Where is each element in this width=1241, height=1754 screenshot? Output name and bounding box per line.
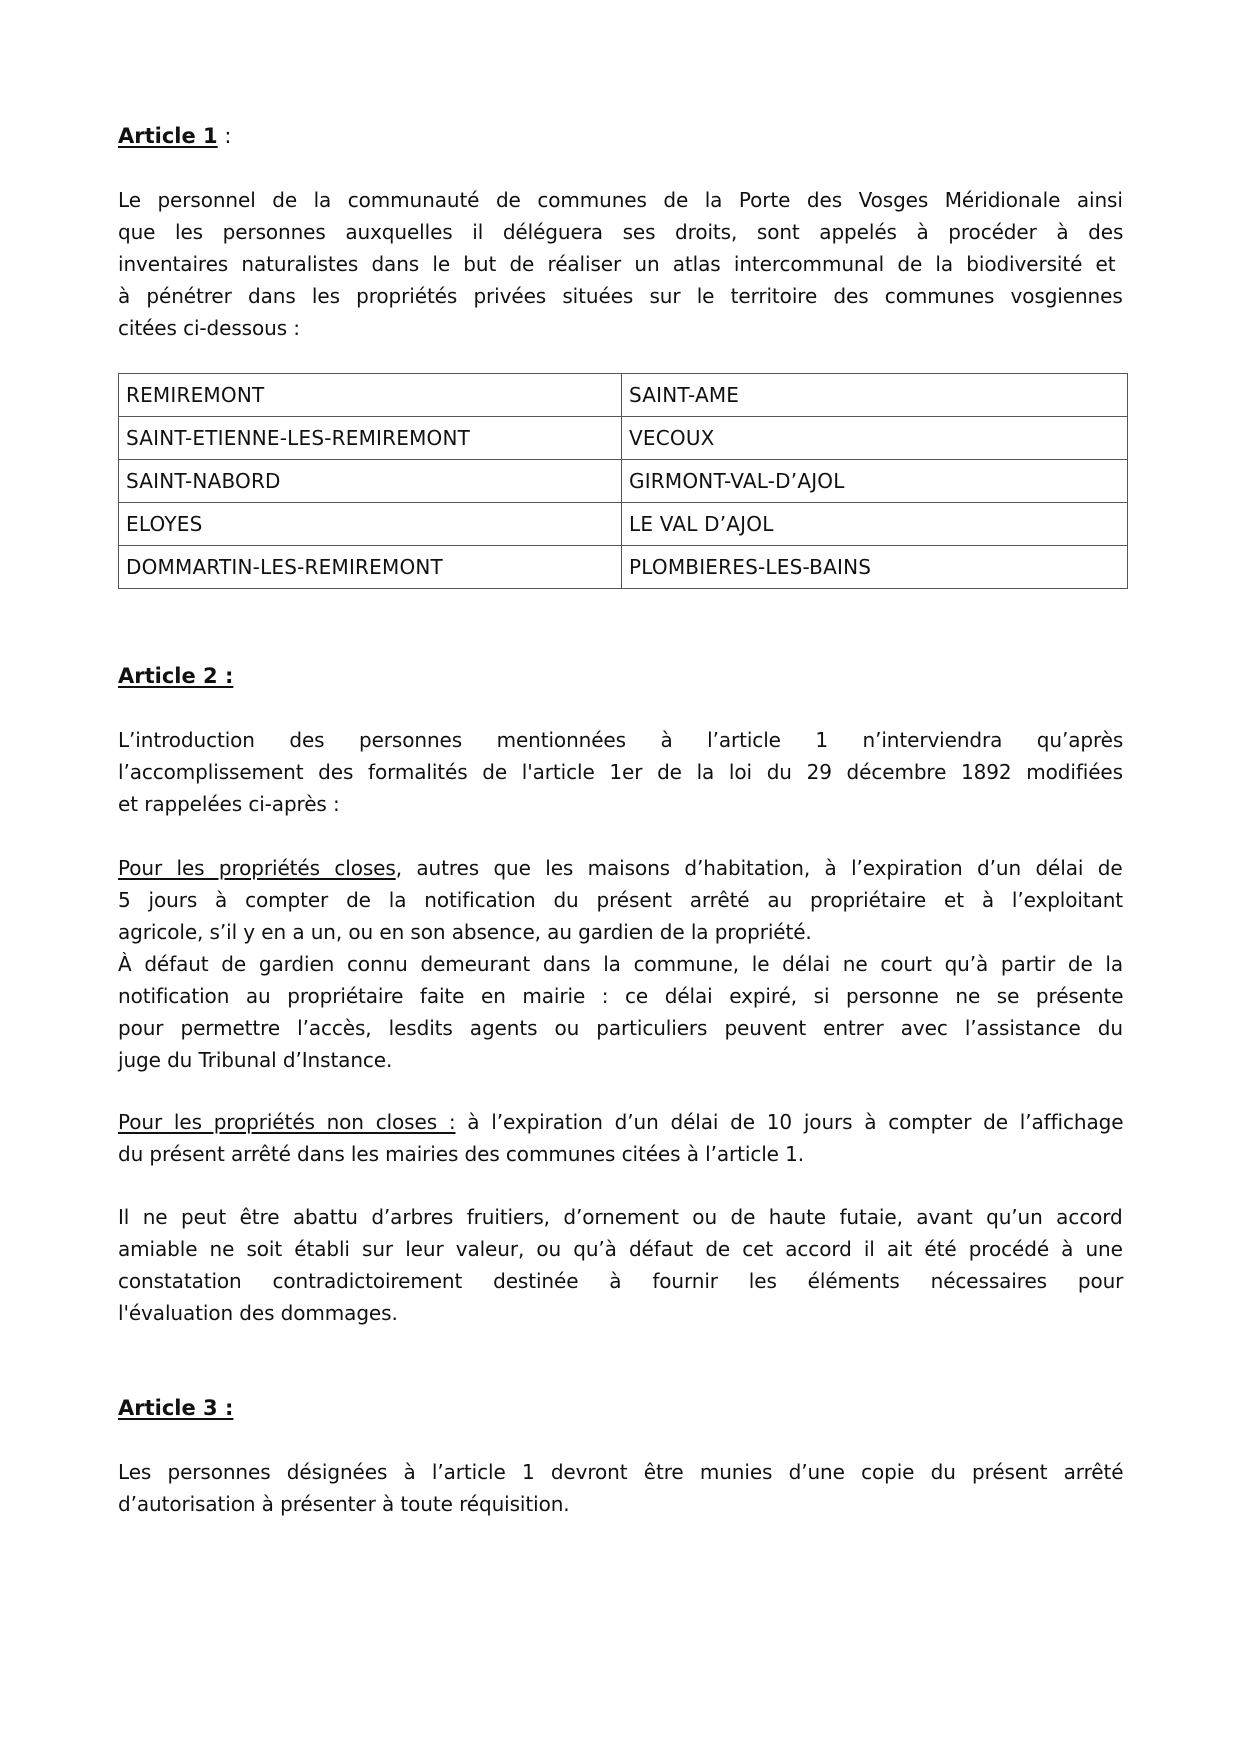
commune-cell: DOMMARTIN-LES-REMIREMONT	[119, 546, 622, 589]
commune-cell: GIRMONT-VAL-D’AJOL	[622, 460, 1128, 503]
table-row	[119, 417, 1128, 460]
text-line: Les personnes désignées à l’article 1 devront être munies d’une copie du présent arrêté	[118, 1460, 1124, 1484]
text-line: agricole, s’il y en a un, ou en son absence, au gardien de la propriété.	[118, 920, 812, 944]
text-line: notification au propriétaire faite en mairie : ce délai expiré, si personne ne se présente	[118, 984, 1124, 1008]
text-line	[118, 852, 1123, 884]
article-1-paragraph	[118, 184, 1123, 344]
text-line: l'évaluation des dommages.	[118, 1301, 398, 1325]
text-line: Le personnel de la communauté de communes de la Porte des Vosges Méridionale ainsi	[118, 188, 1123, 212]
closed-properties-label: Pour les propriétés closes	[118, 856, 396, 880]
article-1-heading	[118, 122, 231, 150]
article-2-intro	[118, 724, 1123, 820]
table-row	[119, 374, 1128, 417]
table-row	[119, 460, 1128, 503]
commune-cell: SAINT-ETIENNE-LES-REMIREMONT	[119, 417, 622, 460]
text-line: L’introduction des personnes mentionnées à l’article 1 n’interviendra qu’après	[118, 728, 1124, 752]
commune-cell: SAINT-AME	[622, 374, 1128, 417]
text-line: pour permettre l’accès, lesdits agents ou particuliers peuvent entrer avec l’assistance du	[118, 1016, 1123, 1040]
commune-cell: PLOMBIERES-LES-BAINS	[622, 546, 1128, 589]
commune-cell: LE VAL D’AJOL	[622, 503, 1128, 546]
text-line: que les personnes auxquelles il déléguera ses droits, sont appelés à procéder à des	[118, 220, 1124, 244]
article-1-title-suffix: :	[217, 124, 232, 148]
text-line: à pénétrer dans les propriétés privées situées sur le territoire des communes vosgiennes	[118, 284, 1123, 308]
text-line: inventaires naturalistes dans le but de réaliser un atlas intercommunal de la biodiversité et	[118, 252, 1116, 276]
article-2-heading	[118, 662, 233, 690]
text-line: constatation contradictoirement destinée à fournir les éléments nécessaires pour	[118, 1269, 1124, 1293]
commune-cell: REMIREMONT	[119, 374, 622, 417]
text-line: du présent arrêté dans les mairies des communes citées à l’article 1.	[118, 1142, 805, 1166]
text-line: d’autorisation à présenter à toute réquisition.	[118, 1492, 570, 1516]
closed-properties-paragraph	[118, 852, 1123, 1076]
open-properties-paragraph	[118, 1106, 1123, 1170]
text-fragment: , autres que les maisons d’habitation, à l’expiration d’un délai de	[395, 856, 1123, 880]
text-fragment: à l’expiration d’un délai de 10 jours à compter de l’affichage	[455, 1110, 1124, 1134]
text-line: 5 jours à compter de la notification du présent arrêté au propriétaire et à l’exploitant	[118, 888, 1124, 912]
commune-cell: ELOYES	[119, 503, 622, 546]
commune-cell: VECOUX	[622, 417, 1128, 460]
text-line: juge du Tribunal d’Instance.	[118, 1048, 393, 1072]
text-line	[118, 1106, 1123, 1138]
text-line: amiable ne soit établi sur leur valeur, ou qu’à défaut de cet accord il ait été procédé à une	[118, 1237, 1123, 1261]
article-1-title: Article 1	[118, 124, 218, 148]
text-line: Il ne peut être abattu d’arbres fruitiers, d’ornement ou de haute futaie, avant qu’un accord	[118, 1205, 1123, 1229]
table-row	[119, 503, 1128, 546]
article-3-heading	[118, 1394, 233, 1422]
article-3-paragraph	[118, 1456, 1123, 1520]
text-line: citées ci-dessous :	[118, 316, 300, 340]
commune-cell: SAINT-NABORD	[119, 460, 622, 503]
open-properties-label: Pour les propriétés non closes :	[118, 1110, 456, 1134]
text-line: À défaut de gardien connu demeurant dans la commune, le délai ne court qu’à partir de la	[118, 952, 1124, 976]
article-2-title: Article 2 :	[118, 664, 234, 688]
trees-paragraph	[118, 1201, 1123, 1329]
article-3-title: Article 3 :	[118, 1396, 234, 1420]
table-row	[119, 546, 1128, 589]
text-line: et rappelées ci-après :	[118, 792, 340, 816]
text-line: l’accomplissement des formalités de l'article 1er de la loi du 29 décembre 1892 modifiées	[118, 760, 1123, 784]
communes-table	[118, 373, 1128, 589]
